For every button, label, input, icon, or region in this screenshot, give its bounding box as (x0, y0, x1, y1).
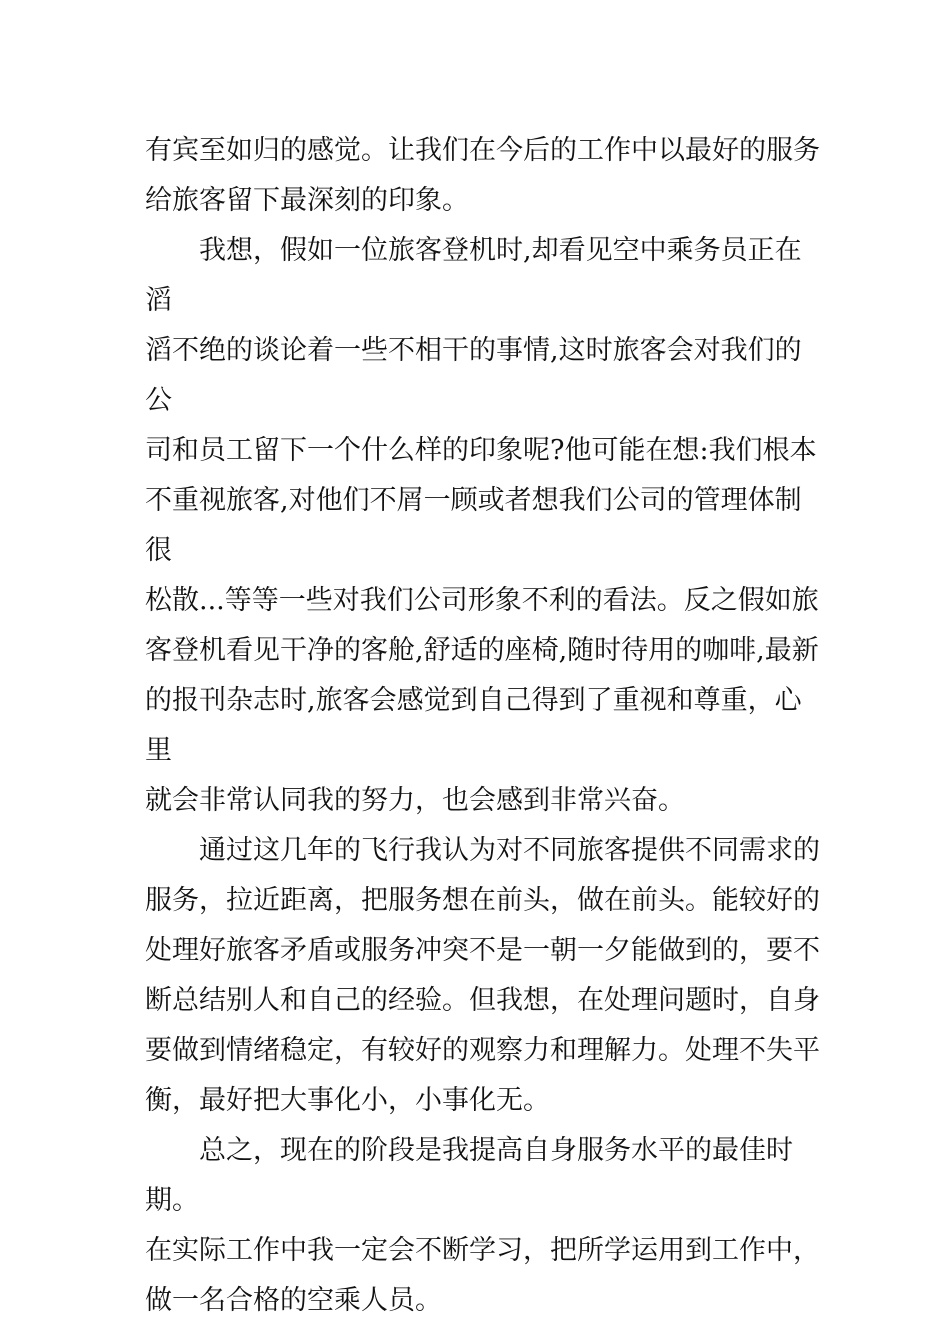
paragraph-2: 我想，假如一位旅客登机时,却看见空中乘务员正在滔 滔不绝的谈论着一些不相干的事情,这时旅客会对我们的公 司和员工留下一个什么样的印象呢?他可能在想:我们根本 不重视旅客,对他们不屑一顾或者想我们公司的管理体制很 松散...等等一些对我们公司形象不利的看法。反之假如旅 客登机看见干净的客舱,舒适的座椅,随时待用的咖啡,最新 的报刊杂志时,旅客会感觉到自己得到了重视和尊重，心里 就会非常认同我的努力，也会感到非常兴奋。 (145, 235, 819, 816)
paragraph-3: 通过这几年的飞行我认为对不同旅客提供不同需求的 服务，拉近距离，把服务想在前头，做在前头。能较好的 处理好旅客矛盾或服务冲突不是一朝一夕能做到的，要不 断总结别人和自己的经验。但我想，在处理问题时，自身 要做到情绪稳定，有较好的观察力和理解力。处理不失平 衡，最好把大事化小，小事化无。 (145, 835, 820, 1116)
paragraph-1: 有宾至如归的感觉。让我们在今后的工作中以最好的服务 给旅客留下最深刻的印象。 (145, 135, 820, 216)
paragraph-4: 总之，现在的阶段是我提高自身服务水平的最佳时期。 在实际工作中我一定会不断学习，把所学运用到工作中， 做一名合格的空乘人员。 (145, 1135, 820, 1316)
document-body (145, 126, 825, 1326)
